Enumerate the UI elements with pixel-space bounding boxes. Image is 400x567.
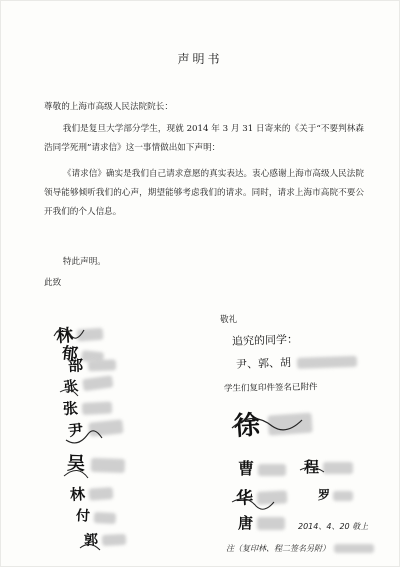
redacted-blur <box>257 490 288 505</box>
handwritten-line-2: 学生们复印件签名已附件 <box>223 382 318 394</box>
redacted-blur <box>77 328 104 342</box>
signature-left-6 <box>67 414 124 441</box>
signature-char: 吴 <box>66 453 86 475</box>
salutation: 尊敬的上海市高级人民法院院长： <box>44 102 173 112</box>
body-paragraph-2: 《请求信》确实是我们自己请求意愿的真实表达。衷心感谢上海市高级人民法院领导能够倾听我们的心声，期望能够考虑我们的请求。同时，请求上海市高院不要公开我们的个人信息。 <box>44 169 364 217</box>
signature-char: 张 <box>62 399 79 418</box>
bottom-note <box>226 543 374 554</box>
body-paragraph-1: 我们是复旦大学部分学生，现就 2014 年 3 月 31 日寄来的《关于“不要判林森浩同学死刑”请求信》这一事情做出如下声明： <box>44 124 364 153</box>
handwritten-line-1 <box>236 352 357 372</box>
signature-char: 尹 <box>67 420 84 440</box>
handwritten-header: 追究的同学： <box>231 332 299 348</box>
signature-char: 徐 <box>233 410 262 442</box>
signature-char: 华 <box>235 488 254 509</box>
redacted-blur <box>267 412 312 435</box>
redacted-blur <box>102 533 127 545</box>
signature-left-10 <box>83 528 126 550</box>
signature-left-9 <box>75 505 116 527</box>
signature-left-7 <box>67 449 126 477</box>
signature-text: 尹、郭、胡 <box>235 356 292 371</box>
redacted-blur <box>323 462 353 474</box>
signature-right-d <box>318 486 353 503</box>
signature-char: 部 <box>67 356 84 375</box>
signature-char: 郭 <box>83 532 99 549</box>
date-note: 2014、4、20 敬上 <box>298 522 369 531</box>
redacted-blur <box>333 491 353 501</box>
signature-char: 张 <box>63 378 80 396</box>
redacted-blur <box>297 355 357 368</box>
signature-char: 郁 <box>60 343 79 364</box>
redacted-blur <box>82 401 113 415</box>
signature-char: 林 <box>69 484 86 504</box>
signature-char: 曹 <box>238 459 255 478</box>
signature-char: 罗 <box>318 488 331 502</box>
redacted-blur <box>257 517 285 530</box>
signature-right-c <box>235 481 287 509</box>
signature-right-a <box>238 456 286 479</box>
document-title: 声明书 <box>177 52 223 66</box>
signature-right-big <box>233 401 313 443</box>
redacted-blur <box>91 458 125 473</box>
redacted-blur <box>88 359 116 371</box>
signature-char: 付 <box>75 508 91 525</box>
redacted-blur <box>89 487 114 501</box>
signature-char: 唐 <box>238 514 254 532</box>
closing-phrase: 此致 <box>44 278 62 288</box>
bottom-note-text: 注（复印林、程二签名另附） <box>226 544 330 553</box>
signature-right-b <box>304 456 353 477</box>
signature-char: 林 <box>55 325 74 347</box>
signature-left-8 <box>69 481 113 505</box>
closing-statement: 特此声明。 <box>62 257 106 267</box>
regards: 敬礼 <box>220 315 238 325</box>
redacted-blur <box>82 375 113 391</box>
signature-right-e <box>238 512 285 533</box>
redacted-blur <box>94 511 117 523</box>
redacted-blur <box>88 419 123 436</box>
redacted-blur <box>258 464 286 476</box>
signature-char: 程 <box>304 458 320 476</box>
redacted-blur <box>334 544 374 553</box>
